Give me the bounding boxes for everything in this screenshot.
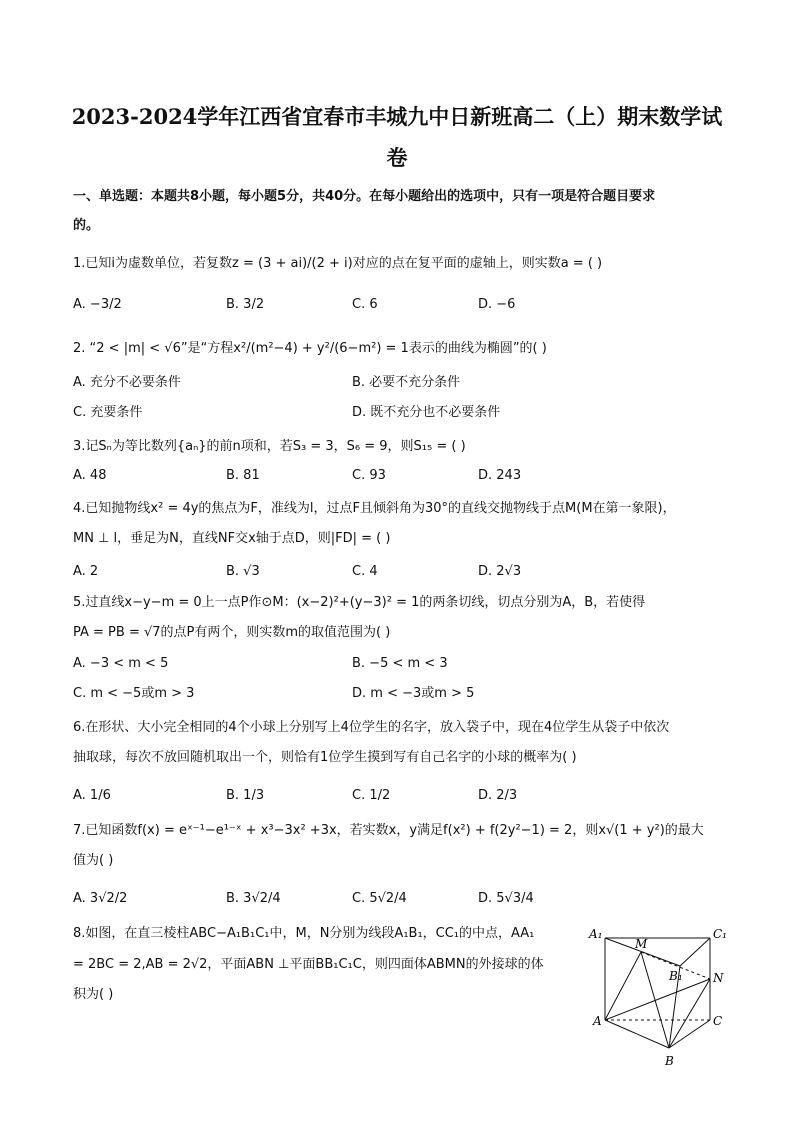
label-b1: B₁ (669, 969, 683, 983)
question-7-option-a: A. 3√2/2 (73, 891, 128, 906)
question-1-option-c: C. 6 (352, 297, 378, 312)
section-heading-line-2: 的。 (73, 218, 100, 233)
question-6-option-c: C. 1/2 (352, 788, 391, 803)
question-5-stem-line-2: PA = PB = √7的点P有两个，则实数m的取值范围为( ) (73, 625, 391, 640)
question-5-option-d: D. m < −3或m > 5 (352, 686, 475, 701)
label-n: N (713, 971, 724, 985)
question-6-option-d: D. 2/3 (478, 788, 518, 803)
question-5-option-c: C. m < −5或m > 3 (73, 686, 195, 701)
question-2-stem: 2. “2 < |m| < √6”是“方程x²/(m²−4) + y²/(6−m²) = 1表示的曲线为椭圆”的( ) (73, 341, 547, 356)
question-3-option-c: C. 93 (352, 468, 386, 483)
question-4-stem-line-1: 4.已知抛物线x² = 4y的焦点为F，准线为l，过点F且倾斜角为30°的直线交抛物线于点M(M在第一象限)， (73, 501, 676, 516)
question-2-option-b: B. 必要不充分条件 (352, 375, 461, 390)
segment-b-n (669, 979, 710, 1048)
label-c1: C₁ (713, 927, 727, 941)
question-1-stem: 1.已知i为虚数单位，若复数z = (3 + ai)/(2 + i)对应的点在复平面的虚轴上，则实数a = ( ) (73, 256, 603, 271)
exam-title-line-1: 2023-2024学年江西省宜春市丰城九中日新班高二（上）期末数学试 (71, 104, 723, 129)
question-4-option-d: D. 2√3 (478, 564, 522, 579)
label-a: A (593, 1014, 602, 1028)
question-5-stem-line-1: 5.过直线x−y−m = 0上一点P作⊙M：(x−2)²+(y−3)² = 1的两条切线，切点分别为A，B，若使得 (73, 595, 646, 610)
question-6-stem-line-1: 6.在形状、大小完全相同的4个小球上分别写上4位学生的名字，放入袋子中，现在4位学生从袋子中依次 (73, 720, 670, 735)
question-1-option-b: B. 3/2 (226, 297, 265, 312)
question-2-option-c: C. 充要条件 (73, 405, 143, 420)
label-b: B (665, 1054, 674, 1068)
question-4-option-b: B. √3 (226, 564, 260, 579)
question-7-option-d: D. 5√3/4 (478, 891, 534, 906)
question-5-option-b: B. −5 < m < 3 (352, 656, 448, 671)
label-a1: A₁ (589, 927, 603, 941)
question-1-option-a: A. −3/2 (73, 297, 122, 312)
question-4-stem-line-2: MN ⊥ l，垂足为N，直线NF交x轴于点D，则|FD| = ( ) (73, 531, 391, 546)
question-6-option-b: B. 1/3 (226, 788, 265, 803)
prism-figure (585, 922, 735, 1070)
edge-b-c (669, 1020, 710, 1048)
question-2-option-a: A. 充分不必要条件 (73, 375, 181, 390)
question-6-option-a: A. 1/6 (73, 788, 111, 803)
section-heading-line-1: 一、单选题：本题共8小题，每小题5分，共40分。在每小题给出的选项中，只有一项是符合题目要求 (73, 189, 656, 204)
question-7-option-c: C. 5√2/4 (352, 891, 407, 906)
question-7-option-b: B. 3√2/4 (226, 891, 281, 906)
label-c: C (713, 1014, 723, 1028)
segment-a-m (605, 952, 641, 1020)
question-7-stem-line-2: 值为( ) (73, 853, 114, 868)
question-3-option-b: B. 81 (226, 468, 260, 483)
question-5-option-a: A. −3 < m < 5 (73, 656, 169, 671)
label-m: M (635, 937, 648, 951)
question-3-option-d: D. 243 (478, 468, 522, 483)
segment-a-n (605, 979, 710, 1020)
question-7-stem-line-1: 7.已知函数f(x) = eˣ⁻¹−e¹⁻ˣ + x³−3x² +3x，若实数x，y满足f(x²) + f(2y²−1) = 2，则x√(1 + y²)的最大 (73, 823, 704, 838)
question-8-stem-line-1: 8.如图，在直三棱柱ABC−A₁B₁C₁中，M，N分别为线段A₁B₁，CC₁的中点，AA₁ (73, 926, 535, 941)
question-8-stem-line-3: 积为( ) (73, 987, 114, 1002)
exam-title-line-2: 卷 (386, 145, 408, 170)
question-8-stem-line-2: = 2BC = 2,AB = 2√2，平面ABN ⊥平面BB₁C₁C，则四面体ABMN的外接球的体 (73, 957, 544, 972)
question-3-stem: 3.记Sₙ为等比数列{aₙ}的前n项和，若S₃ = 3，S₆ = 9，则S₁₅ = ( ) (73, 439, 466, 454)
question-1-option-d: D. −6 (478, 297, 516, 312)
question-4-option-a: A. 2 (73, 564, 99, 579)
edge-b1-c1 (680, 938, 710, 966)
question-3-option-a: A. 48 (73, 468, 107, 483)
question-6-stem-line-2: 抽取球，每次不放回随机取出一个，则恰有1位学生摸到写有自己名字的小球的概率为( ) (73, 750, 577, 765)
question-2-option-d: D. 既不充分也不必要条件 (352, 405, 501, 420)
question-4-option-c: C. 4 (352, 564, 378, 579)
edge-a-b (605, 1020, 669, 1048)
